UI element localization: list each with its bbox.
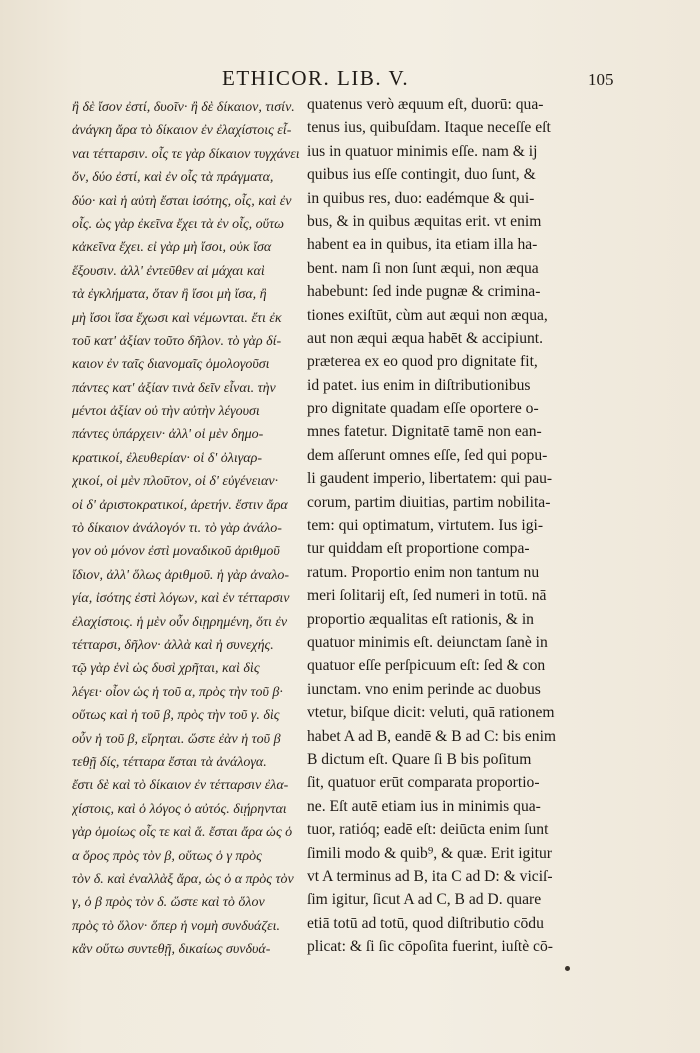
- latin-text-line: tenus ius, quibuſdam. Itaque neceſſe eſt: [307, 119, 551, 137]
- greek-text-line: μὴ ἴσοι ἴσα ἔχωσι καὶ νέμωνται. ἔτι ἐκ: [72, 310, 282, 326]
- latin-text-line: pro dignitate quadam eſſe oportere o-: [307, 400, 539, 418]
- greek-text-line: ἢ δὲ ἴσον ἐστί, δυοῖν· ἢ δὲ δίκαιον, τισίν.: [72, 100, 295, 115]
- greek-text-line: γ, ὁ β πρὸς τὸν δ. ὥστε καὶ τὸ ὅλον: [72, 895, 265, 911]
- latin-text-line: præterea ex eo quod pro dignitate fit,: [307, 353, 538, 371]
- greek-text-line: τὸν δ. καὶ ἐναλλὰξ ἄρα, ὡς ὁ α πρὸς τὸν: [72, 871, 294, 887]
- greek-text-line: λέγει· οἷον ὡς ἡ τοῦ α, πρὸς τὴν τοῦ β·: [72, 684, 283, 700]
- latin-text-line: habebunt: ſed inde pugnæ & crimina-: [307, 283, 541, 301]
- latin-text-line: habent ea in quibus, ita etiam illa ha-: [307, 236, 538, 254]
- latin-text-line: ſit, quatuor erūt comparata proportio-: [307, 774, 540, 792]
- greek-text-line: δύο· καὶ ἡ αὐτὴ ἔσται ἰσότης, οἷς, καὶ ἐν: [72, 193, 292, 209]
- latin-text-line: vtetur, biſque dicit: veluti, quā rationem: [307, 704, 555, 722]
- latin-text-line: plicat: & ſi ſic cōpoſita fuerint, iuſtè cō-: [307, 938, 553, 956]
- greek-text-line: πάντες κατ' ἀξίαν τινὰ δεῖν εἶναι. τὴν: [72, 380, 276, 396]
- latin-text-line: meri ſolitarij eſt, ſed numeri in totū. nā: [307, 587, 547, 605]
- greek-text-line: καιον ἐν ταῖς διανομαῖς ὁμολογοῦσι: [72, 357, 270, 373]
- latin-text-line: ſimili modo & quib⁹, & quæ. Erit igitur: [307, 844, 552, 862]
- greek-text-line: τέτταρσι, δῆλον· ἀλλὰ καὶ ἡ συνεχής.: [72, 637, 274, 653]
- greek-text-line: κἀκεῖνα ἔχει. εἰ γὰρ μὴ ἴσοι, οὐκ ἴσα: [72, 240, 272, 256]
- latin-text-line: bus, & in quibus æquitas erit. vt enim: [307, 212, 542, 230]
- latin-text-line: bent. nam ſi non ſunt æqui, non æqua: [307, 259, 539, 277]
- latin-text-line: B dictum eſt. Quare ſi B bis poſitum: [307, 750, 532, 768]
- greek-text-line: τὸ δίκαιον ἀνάλογόν τι. τὸ γὰρ ἀνάλο-: [72, 521, 282, 537]
- latin-text-line: li gaudent imperio, libertatem: qui pau-: [307, 470, 553, 488]
- greek-text-line: γὰρ ὁμοίως οἷς τε καὶ ἅ. ἔσται ἄρα ὡς ὁ: [72, 825, 293, 841]
- latin-text-line: ne. Eſt autē etiam ius in minimis qua-: [307, 797, 541, 815]
- latin-text-line: etiā totū ad totū, quod diſtributio cōdu: [307, 914, 544, 932]
- greek-text-line: κἂν οὕτω συντεθῇ, δικαίως συνδυά-: [72, 942, 271, 958]
- page-number: 105: [588, 70, 614, 89]
- latin-text-line: ratum. Proportio enim non tantum nu: [307, 563, 540, 581]
- greek-text-line: ἴδιον, ἀλλ' ὅλως ἀριθμοῦ. ἡ γὰρ ἀναλο-: [72, 567, 290, 583]
- greek-text-line: ἀνάγκη ἄρα τὸ δίκαιον ἐν ἐλαχίστοις εἶ-: [72, 123, 292, 139]
- latin-text-line: dem aſſerunt omnes eſſe, ſed qui popu-: [307, 446, 548, 464]
- latin-text-line: ſim igitur, ſicut A ad C, B ad D. quare: [307, 891, 542, 909]
- latin-text-line: quatenus verò æquum eſt, duorū: qua-: [307, 96, 544, 113]
- greek-text-line: τὰ ἐγκλήματα, ὅταν ἢ ἴσοι μὴ ἴσα, ἢ: [72, 287, 267, 303]
- latin-text-line: quatuor eſſe perſpicuum eſt: ſed & con: [307, 657, 546, 675]
- page-speck: [565, 966, 570, 971]
- greek-text-line: οἱ δ' ἀριστοκρατικοί, ἀρετήν. ἔστιν ἄρα: [72, 497, 288, 513]
- latin-text-line: tem: qui optimatum, virtutem. Ius igi-: [307, 517, 544, 535]
- latin-text-line: in quibus res, duo: eadémque & qui-: [307, 189, 535, 207]
- greek-text-line: χίστοις, καὶ ὁ λόγος ὁ αὐτός. διῄρηνται: [72, 801, 287, 817]
- latin-text-line: aut non æqui æqua habēt & accipiunt.: [307, 329, 544, 347]
- greek-text-line: ὄν, δύο ἐστί, καὶ ἐν οἷς τὰ πράγματα,: [72, 170, 274, 186]
- greek-text-line: τεθῇ δίς, τέτταρα ἔσται τὰ ἀνάλογα.: [72, 754, 267, 770]
- greek-text-line: οὕτως καὶ ἡ τοῦ β, πρὸς τὴν τοῦ γ. δὶς: [72, 708, 280, 724]
- greek-text-line: ἐλαχίστοις. ἡ μὲν οὖν διῃρημένη, ὅτι ἐν: [72, 614, 288, 630]
- latin-text-line: habet A ad B, eandē & B ad C: bis enim: [307, 727, 557, 745]
- latin-text-line: tiones exiſtūt, cùm aut æqui non æqua,: [307, 306, 548, 324]
- latin-text-line: proportio æqualitas eſt rationis, & in: [307, 610, 534, 628]
- latin-text-line: iunctam. vno enim perinde ac duobus: [307, 680, 541, 698]
- greek-text-line: πάντες ὑπάρχειν· ἀλλ' οἱ μὲν δημο-: [72, 427, 264, 443]
- greek-text-line: μέντοι ἀξίαν οὐ τὴν αὐτὴν λέγουσι: [72, 404, 260, 420]
- greek-text-line: α ὅρος πρὸς τὸν β, οὕτως ὁ γ πρὸς: [72, 848, 262, 864]
- greek-text-line: χικοί, οἱ μὲν πλοῦτον, οἱ δ' εὐγένειαν·: [72, 474, 279, 490]
- greek-text-column: [72, 96, 300, 961]
- greek-text-line: γία, ἰσότης ἐστὶ λόγων, καὶ ἐν τέτταρσιν: [72, 591, 290, 607]
- greek-text-line: οἷς. ὡς γὰρ ἐκεῖνα ἔχει τὰ ἐν οἷς, οὕτω: [72, 216, 284, 232]
- greek-text-line: τοῦ κατ' ἀξίαν τοῦτο δῆλον. τὸ γὰρ δί-: [72, 333, 282, 349]
- greek-text-line: ναι τέτταρσιν. οἷς τε γὰρ δίκαιον τυγχάνει: [72, 146, 300, 162]
- running-title: ETHICOR. LIB. V.: [222, 66, 410, 90]
- greek-text-line: οὖν ἡ τοῦ β, εἴρηται. ὥστε ἐὰν ἡ τοῦ β: [72, 731, 281, 747]
- latin-text-line: tuor, ratióq; eadē eſt: deiūcta enim ſunt: [307, 821, 549, 839]
- greek-text-line: πρὸς τὸ ὅλον· ὅπερ ἡ νομὴ συνδυάζει.: [72, 918, 280, 934]
- greek-text-line: τῷ γὰρ ἑνὶ ὡς δυσὶ χρῆται, καὶ δὶς: [72, 661, 260, 677]
- latin-text-line: quatuor minimis eſt. deiunctam ſanè in: [307, 633, 548, 651]
- greek-text-line: ἔστι δὲ καὶ τὸ δίκαιον ἐν τέτταρσιν ἐλα-: [72, 778, 289, 794]
- latin-text-line: id patet. ius enim in diſtributionibus: [307, 376, 531, 394]
- latin-text-line: tur quiddam eſt proportione compa-: [307, 540, 530, 558]
- latin-text-line: vt A terminus ad B, ita C ad D: & viciſ-: [307, 867, 553, 885]
- latin-text-line: mnes fatetur. Dignitatē tamē non ean-: [307, 423, 542, 441]
- greek-text-line: ἕξουσιν. ἀλλ' ἐντεῦθεν αἱ μάχαι καὶ: [72, 263, 265, 279]
- greek-text-line: γον οὐ μόνον ἐστὶ μοναδικοῦ ἀριθμοῦ: [72, 544, 280, 560]
- latin-text-line: ius in quatuor minimis eſſe. nam & ij: [307, 142, 538, 160]
- latin-text-column: [307, 93, 590, 958]
- latin-text-line: corum, partim diuitias, partim nobilita-: [307, 493, 551, 511]
- latin-text-line: quibus ius eſſe contingit, duo ſunt, &: [307, 166, 536, 184]
- greek-text-line: κρατικοί, ἐλευθερίαν· οἱ δ' ὀλιγαρ-: [72, 450, 262, 466]
